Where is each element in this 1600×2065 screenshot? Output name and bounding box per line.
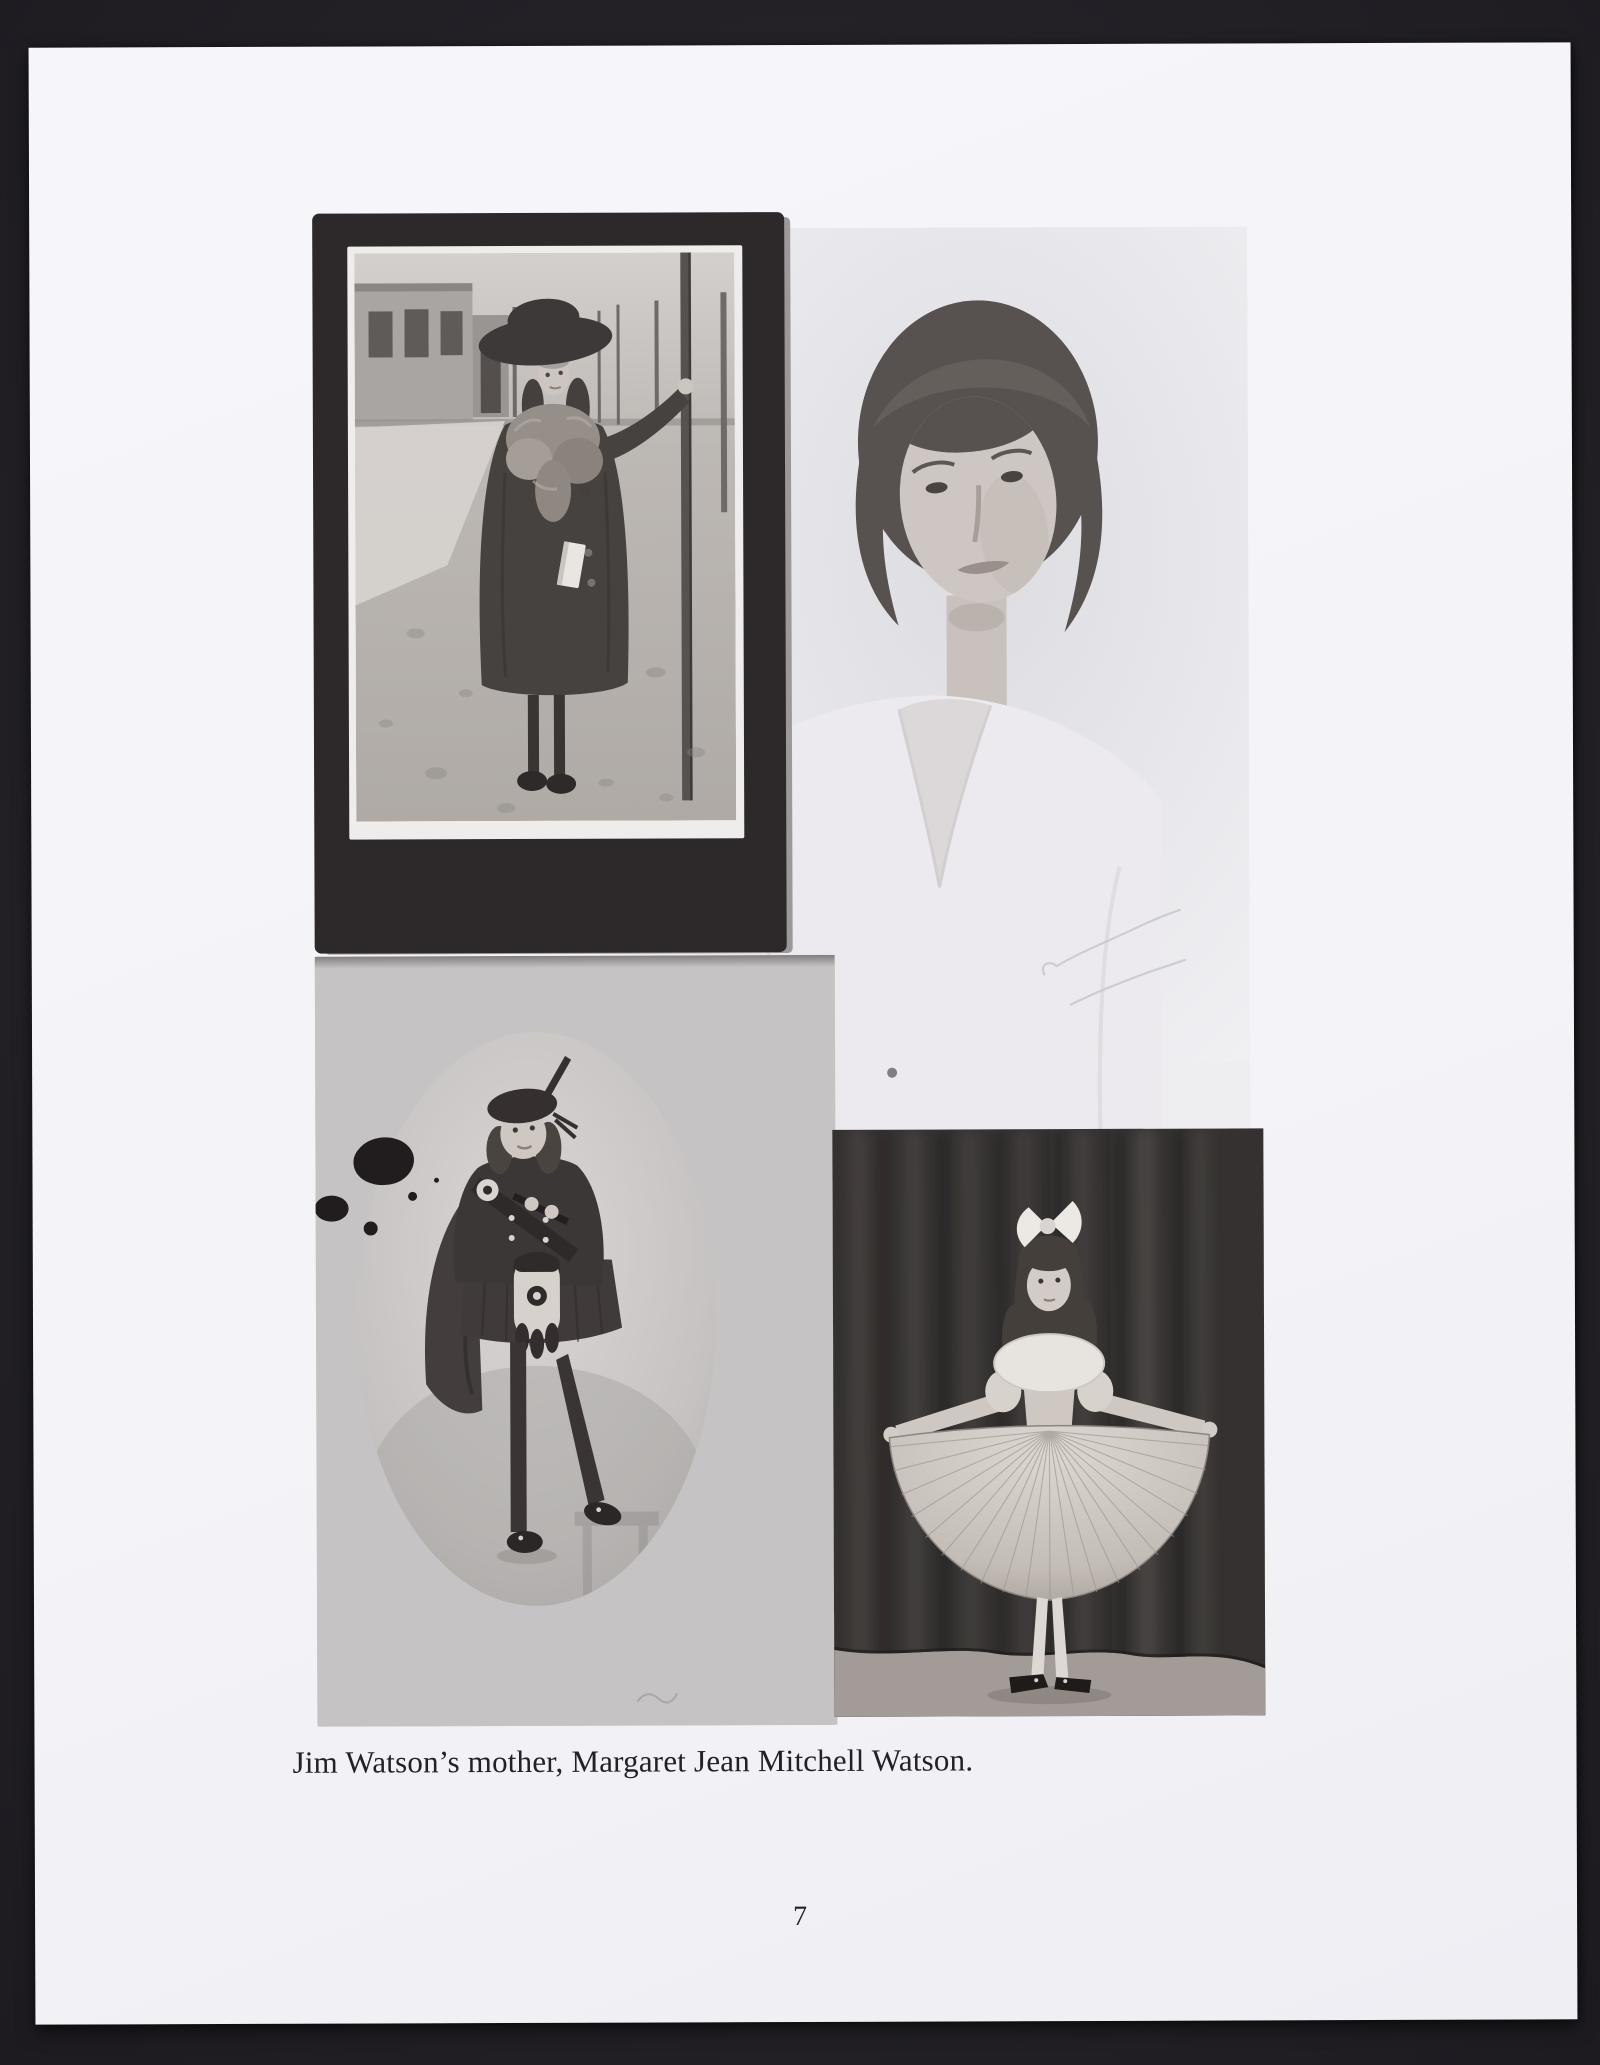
fan-dress-illustration bbox=[832, 1128, 1265, 1717]
left-boot bbox=[507, 1531, 543, 1553]
album-page bbox=[29, 42, 1578, 2024]
print-white-border bbox=[347, 245, 744, 839]
fringe bbox=[1025, 1247, 1073, 1271]
boot bbox=[546, 774, 576, 794]
chin-shadow bbox=[948, 603, 1004, 631]
street-girl-illustration bbox=[354, 252, 736, 821]
coat-button bbox=[587, 579, 595, 587]
coat-button bbox=[584, 549, 592, 557]
hand-on-pole bbox=[678, 378, 694, 394]
leg bbox=[554, 695, 565, 775]
photo-mounted-girl-wide-hat bbox=[312, 212, 787, 954]
photo-card-highland-child bbox=[315, 955, 838, 1727]
caption: Jim Watson’s mother, Margaret Jean Mitchell Watson. bbox=[292, 1742, 974, 1780]
hand bbox=[525, 1197, 539, 1211]
highland-illustration bbox=[315, 955, 838, 1727]
leg bbox=[528, 695, 539, 775]
mount-shadow bbox=[315, 955, 835, 969]
hand bbox=[545, 1205, 559, 1219]
print-image bbox=[354, 252, 736, 821]
photo-girl-fan-dress bbox=[832, 1128, 1265, 1717]
pendant bbox=[887, 1068, 897, 1078]
page-number: 7 bbox=[793, 1900, 808, 1933]
boot bbox=[517, 771, 547, 791]
lace-collar bbox=[994, 1334, 1104, 1392]
